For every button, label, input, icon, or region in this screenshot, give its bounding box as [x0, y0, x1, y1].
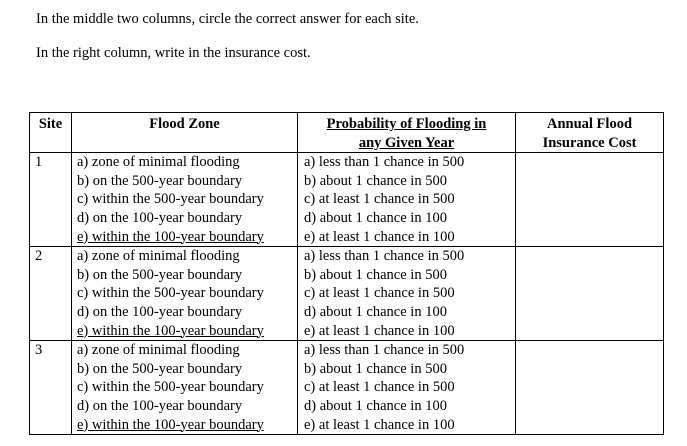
site-cell: [30, 153, 72, 247]
flood-zone-option[interactable]: c) within the 500-year boundary: [77, 285, 264, 302]
header-probability-line1: Probability of Flooding in: [326, 116, 487, 132]
instruction-circle-answers: In the middle two columns, circle the correct answer for each site.: [36, 11, 419, 27]
probability-option[interactable]: d) about 1 chance in 100: [304, 209, 447, 226]
site-cell: [30, 247, 72, 341]
probability-options: [298, 341, 515, 434]
probability-option[interactable]: e) at least 1 chance in 100: [304, 416, 455, 433]
probability-options: [298, 153, 515, 246]
probability-option[interactable]: c) at least 1 chance in 500: [304, 191, 455, 208]
probability-option[interactable]: a) less than 1 chance in 500: [304, 154, 465, 171]
header-flood-zone-label: Flood Zone: [149, 116, 220, 132]
instruction-write-cost: In the right column, write in the insurance cost.: [36, 45, 311, 61]
header-flood-zone: [72, 113, 298, 153]
probability-option[interactable]: c) at least 1 chance in 500: [304, 379, 455, 396]
flood-zone-cell: [72, 247, 298, 341]
insurance-cost-cell[interactable]: [516, 341, 664, 435]
probability-options: [298, 247, 515, 340]
header-probability: [298, 113, 516, 153]
flood-zone-option[interactable]: e) within the 100-year boundary: [77, 416, 264, 433]
header-site-label: Site: [38, 116, 63, 132]
probability-cell: [298, 247, 516, 341]
header-site: [30, 113, 72, 153]
flood-zone-option[interactable]: d) on the 100-year boundary: [77, 303, 243, 320]
flood-zone-option[interactable]: e) within the 100-year boundary: [77, 322, 264, 339]
probability-option[interactable]: d) about 1 chance in 100: [304, 397, 447, 414]
flood-zone-option[interactable]: b) on the 500-year boundary: [77, 172, 243, 189]
table-row: [30, 341, 664, 435]
header-cost: [516, 113, 664, 153]
flood-zone-option[interactable]: c) within the 500-year boundary: [77, 191, 264, 208]
probability-option[interactable]: e) at least 1 chance in 100: [304, 228, 455, 245]
probability-option[interactable]: c) at least 1 chance in 500: [304, 285, 455, 302]
flood-zone-cell: [72, 341, 298, 435]
insurance-cost-cell[interactable]: [516, 153, 664, 247]
flood-zone-option[interactable]: e) within the 100-year boundary: [77, 228, 264, 245]
probability-option[interactable]: a) less than 1 chance in 500: [304, 342, 465, 359]
flood-zone-option[interactable]: a) zone of minimal flooding: [77, 342, 240, 359]
flood-zone-option[interactable]: c) within the 500-year boundary: [77, 379, 264, 396]
probability-option[interactable]: a) less than 1 chance in 500: [304, 248, 465, 265]
site-number: 1: [35, 154, 43, 171]
flood-zone-option[interactable]: d) on the 100-year boundary: [77, 397, 243, 414]
flood-zone-option[interactable]: d) on the 100-year boundary: [77, 209, 243, 226]
flood-zone-options: [72, 247, 297, 340]
probability-cell: [298, 341, 516, 435]
site-cell: [30, 341, 72, 435]
table-row: [30, 153, 664, 247]
flood-zone-option[interactable]: b) on the 500-year boundary: [77, 266, 243, 283]
probability-option[interactable]: b) about 1 chance in 500: [304, 266, 447, 283]
probability-option[interactable]: b) about 1 chance in 500: [304, 172, 447, 189]
flood-zone-option[interactable]: b) on the 500-year boundary: [77, 360, 243, 377]
table-row: [30, 247, 664, 341]
flood-zone-cell: [72, 153, 298, 247]
flood-zone-options: [72, 341, 297, 434]
site-number: 3: [35, 342, 43, 359]
site-number: 2: [35, 248, 43, 265]
probability-cell: [298, 153, 516, 247]
probability-option[interactable]: e) at least 1 chance in 100: [304, 322, 455, 339]
flood-zone-option[interactable]: a) zone of minimal flooding: [77, 154, 240, 171]
flood-insurance-table: [29, 112, 664, 435]
probability-option[interactable]: d) about 1 chance in 100: [304, 303, 447, 320]
probability-option[interactable]: b) about 1 chance in 500: [304, 360, 447, 377]
header-cost-line2: Insurance Cost: [542, 134, 637, 151]
header-probability-line2: any Given Year: [358, 134, 455, 151]
table-header-row: [30, 113, 664, 153]
flood-zone-option[interactable]: a) zone of minimal flooding: [77, 248, 240, 265]
header-cost-line1: Annual Flood: [546, 116, 633, 132]
flood-zone-options: [72, 153, 297, 246]
insurance-cost-cell[interactable]: [516, 247, 664, 341]
